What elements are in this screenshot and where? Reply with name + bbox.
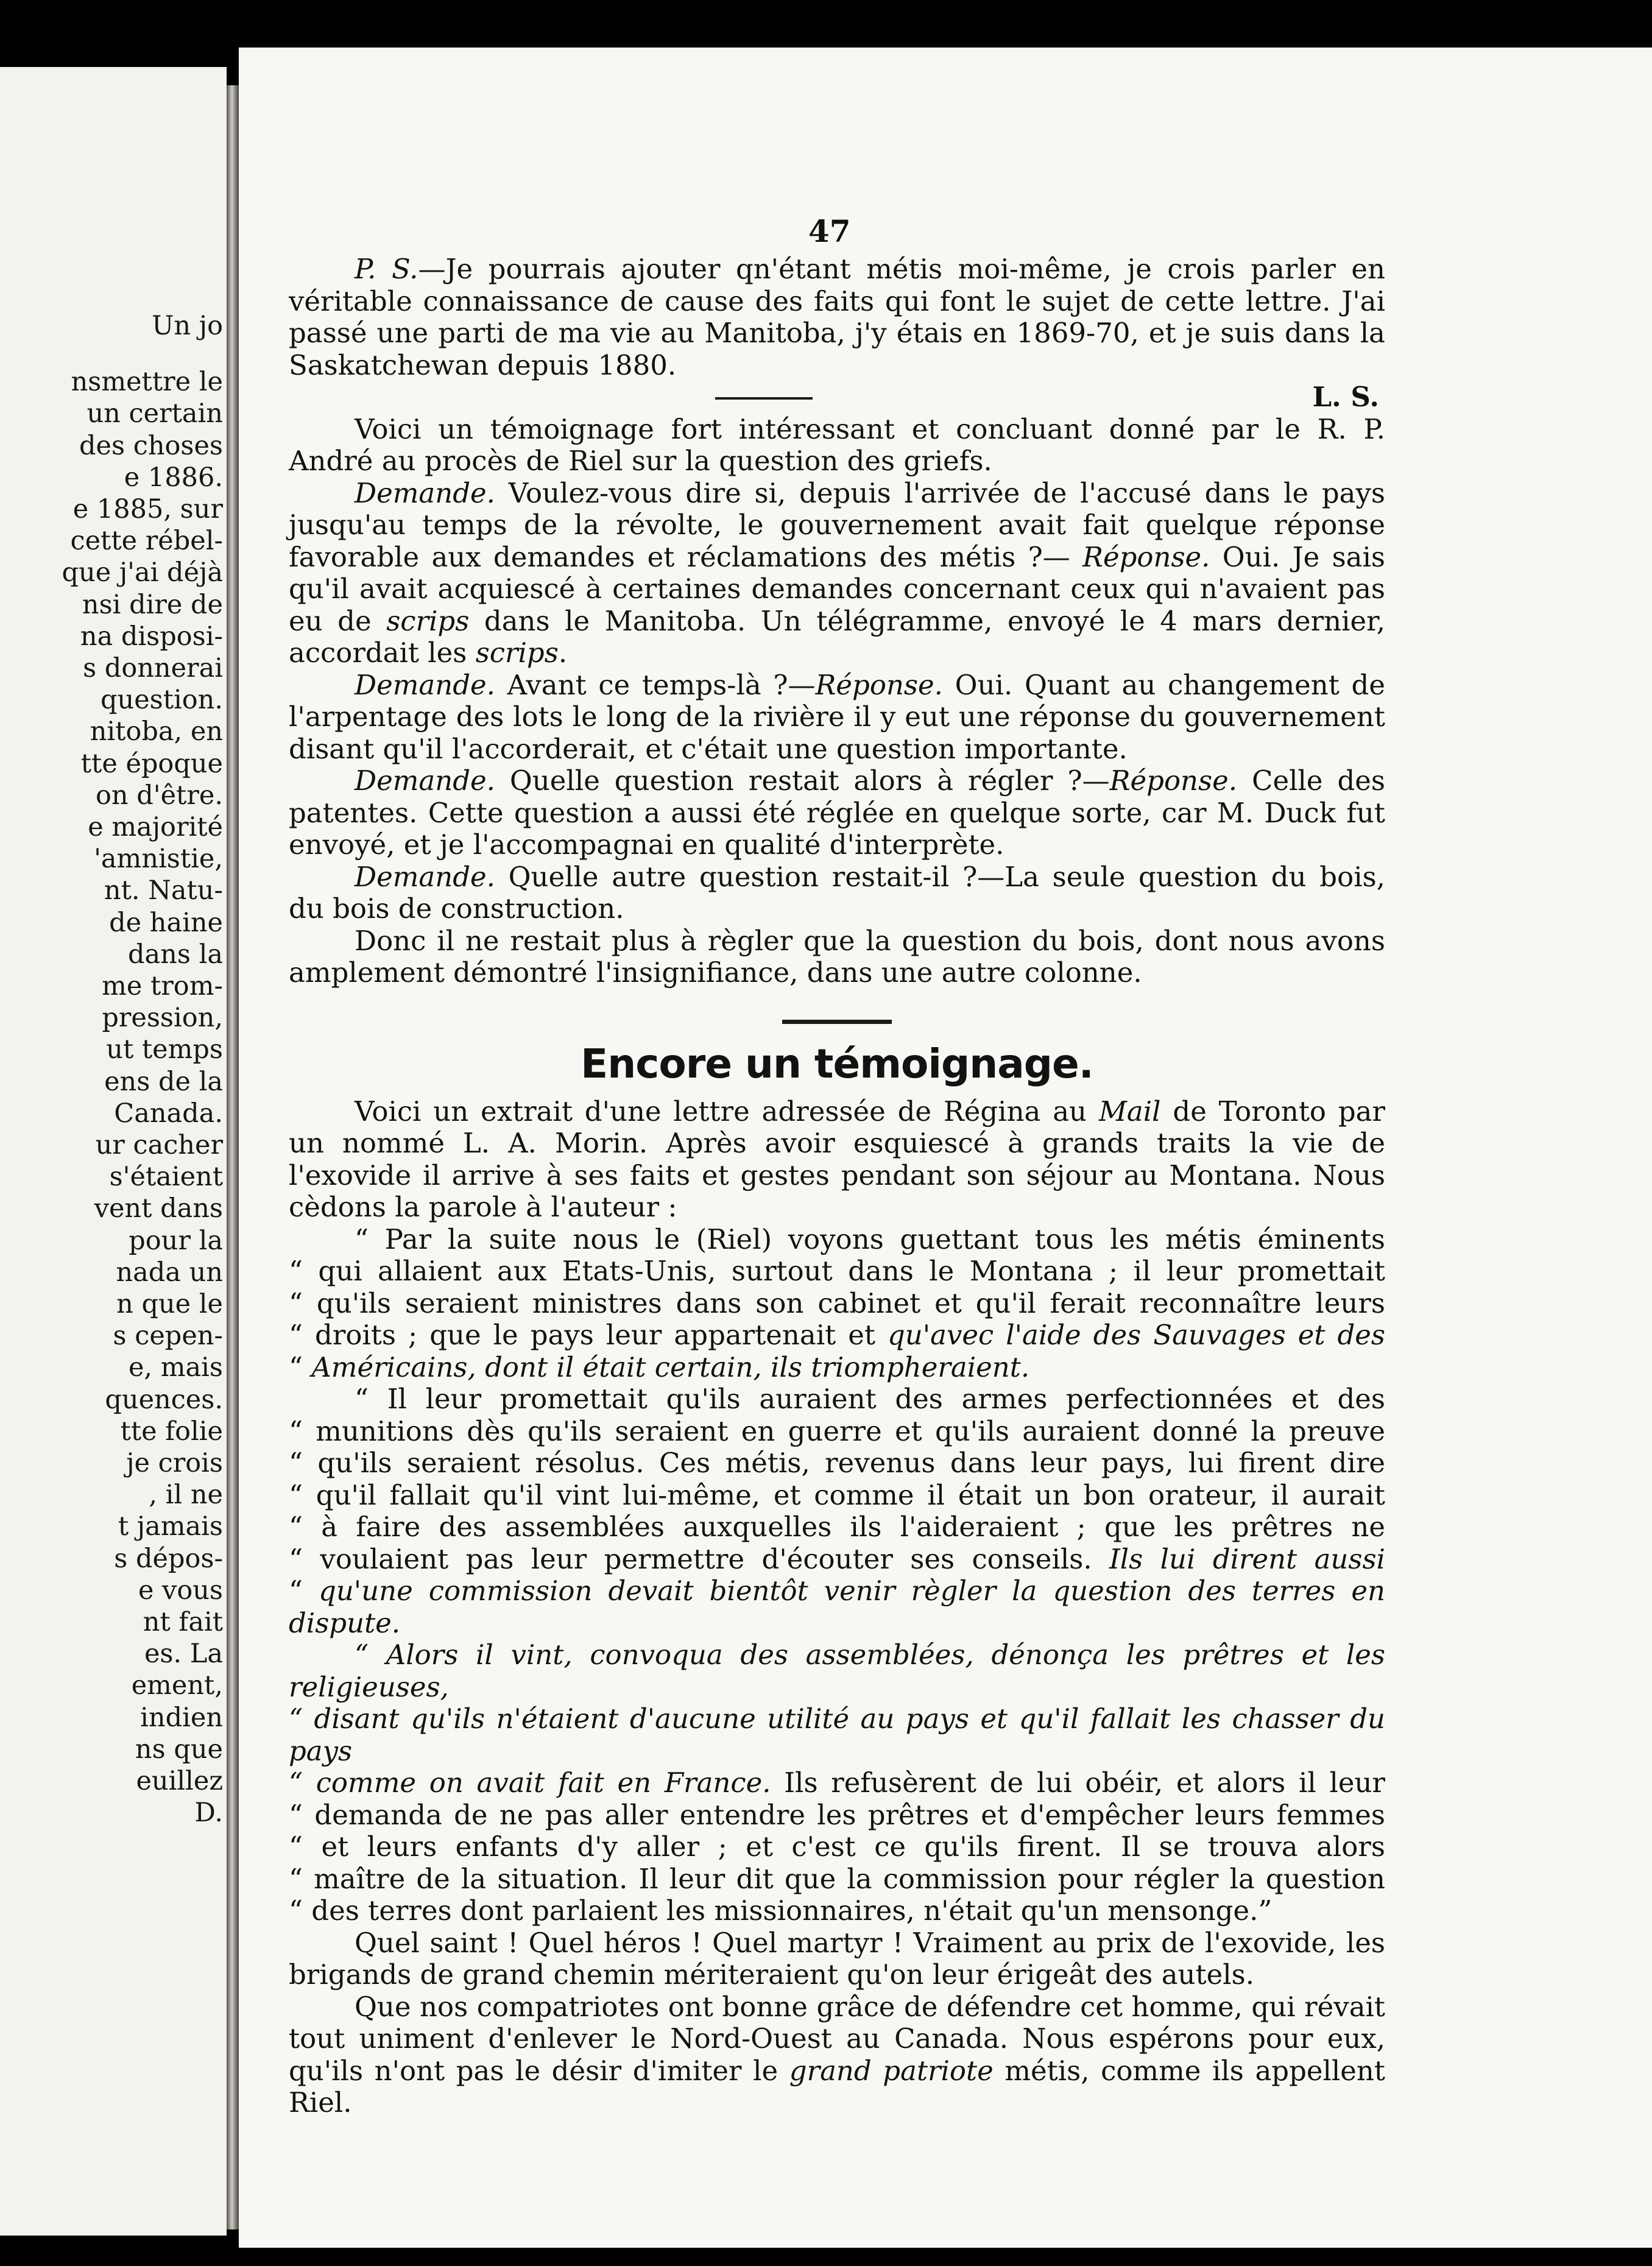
left-facing-page-fragment (0, 67, 227, 2236)
quote-italic: qu'une commission devait bientôt venir règler la question des terres en dispute. (289, 1575, 1385, 1639)
left-page-line: es. La (144, 1639, 223, 1670)
quote-line (289, 1767, 1385, 1799)
quote-line: “ maître de la situation. Il leur dit que la commission pour régler la question (289, 1862, 1385, 1895)
left-page-line: on d'être. (96, 780, 223, 811)
left-page-line: nada un (116, 1257, 223, 1288)
intro-text: Voici un extrait d'une lettre adressée de Régina au (355, 1095, 1099, 1128)
answer-label: Réponse. (1109, 764, 1238, 797)
left-page-line: quences. (105, 1384, 223, 1415)
left-page-line: pour la (129, 1225, 223, 1256)
quote-line: “ des terres dont parlaient les missionnaires, n'était qu'un mensonge.” (289, 1894, 1273, 1927)
left-page-line: nt fait (143, 1607, 223, 1637)
left-page-line: ur cacher (95, 1130, 223, 1160)
short-rule (715, 397, 813, 400)
testimony-conclusion: Donc il ne restait plus à règler que la question du bois, dont nous avons amplement démontré l'insignifiance, dans une autre colonne. (289, 924, 1385, 989)
book-gutter (227, 85, 240, 2229)
left-page-line: e vous (138, 1575, 223, 1606)
quote-line: “ qu'ils seraient ministres dans son cabinet et qu'il ferait reconnaître leurs (289, 1287, 1385, 1319)
left-page-line: de haine (109, 907, 223, 938)
left-page-line: 'amnistie, (94, 844, 223, 875)
quote-text: “ droits ; que le pays leur appartenait et (289, 1319, 888, 1351)
final-paragraph (289, 1991, 1385, 2119)
left-page-line: tte folie (120, 1416, 223, 1447)
quote-line: “ qu'il fallait qu'il vint lui-même, et comme il était un bon orateur, il aurait (289, 1478, 1385, 1511)
quote-italic: qu'avec l'aide des Sauvages et des (888, 1319, 1385, 1351)
left-page-line: e majorité (88, 812, 223, 842)
qa-italic: scrips (386, 604, 470, 637)
qa-text: Avant ce temps-là ?— (495, 668, 816, 701)
ps-label: P. S. (355, 253, 418, 285)
quote-line (289, 1544, 1385, 1576)
left-page-line: un certain (86, 398, 223, 429)
question-label: Demande. (355, 476, 495, 509)
left-page-line: n que le (116, 1289, 223, 1319)
left-page-line: dans la (128, 939, 223, 970)
left-page-line: tte époque (80, 748, 223, 779)
left-page-line: e, mais (128, 1352, 223, 1383)
quote-line: “ disant qu'ils n'étaient d'aucune utilité au pays et qu'il fallait les chasser du pays (289, 1703, 1385, 1767)
quote-text: Ils refusèrent de lui obéir, et alors il leur (771, 1767, 1386, 1799)
left-page-line: que j'ai déjà (62, 557, 223, 588)
quote-line (289, 1352, 1385, 1384)
left-page-line: des choses (79, 430, 223, 461)
quote-line (289, 1575, 1385, 1639)
page-content (289, 253, 1385, 2119)
quote-line (289, 1319, 1385, 1352)
qa-italic: scrips (475, 637, 559, 669)
quote-text: “ voulaient pas leur permettre d'écouter ses conseils. (289, 1542, 1110, 1575)
final-italic: grand patriote (789, 2054, 994, 2087)
answer-label: Réponse. (815, 668, 943, 701)
final-text: métis, comme ils appellent Riel. (289, 2054, 1386, 2119)
left-page-line: indien (140, 1702, 223, 1733)
left-page-line: Canada. (114, 1098, 223, 1129)
final-text: Que nos compatriotes ont bonne grâce de défendre cet homme, qui révait tout uniment d'enlever le Nord-Ouest au Canada. Nous espérons pour eux, qu'ils n'ont pas le désir d'imiter le (289, 1990, 1385, 2087)
left-page-line: na disposi- (80, 621, 223, 652)
left-page-line: euillez (136, 1766, 223, 1796)
qa-text: Quelle question restait alors à régler ?— (495, 764, 1110, 797)
quote-line: “ Alors il vint, convoqua des assemblées, dénonça les prêtres et les religieuses, (289, 1639, 1385, 1703)
quotation-block (289, 1224, 1385, 1927)
question-label: Demande. (355, 764, 495, 797)
left-page-line: D. (194, 1798, 223, 1829)
quote-line: “ demanda de ne pas aller entendre les prêtres et d'empêcher leurs femmes (289, 1798, 1385, 1831)
left-page-line: question. (100, 685, 223, 716)
question-label: Demande. (355, 668, 495, 701)
signature-line (289, 381, 1385, 414)
left-page-line: nsmettre le (71, 367, 223, 398)
quote-line: “ et leurs enfants d'y aller ; et c'est ce qu'ils firent. Il se trouva alors (289, 1830, 1385, 1863)
testimony-intro: Voici un témoignage fort intéressant et concluant donné par le R. P. André au procès de Riel sur la question des griefs. (289, 412, 1385, 477)
commentary-paragraph: Quel saint ! Quel héros ! Quel martyr ! Vraiment au prix de l'exovide, les brigands de grand chemin mériteraient qu'on leur érigeât des autels. (289, 1926, 1385, 1991)
qa-text: Oui. Je sais qu'il avait acquiescé à certaines demandes concernant ceux qui n'avaient pas eu de (289, 540, 1385, 637)
qa-text: . (558, 637, 568, 669)
quote-italic: “ comme on avait fait en France. (289, 1767, 771, 1799)
quote-line: “ qu'ils seraient résolus. Ces métis, revenus dans leur pays, lui firent dire (289, 1447, 1385, 1479)
intro-text: de Toronto par un nommé L. A. Morin. Après avoir esquiescé à grands traits la vie de l'exovide il arrive à ses faits et gestes pendant son séjour au Montana. Nous cèdons la parole à l'auteur : (289, 1095, 1385, 1223)
left-page-line: ens de la (104, 1066, 223, 1097)
quote-text: “ (289, 1350, 312, 1383)
section-heading: Encore un témoignage. (581, 1040, 1093, 1087)
section-intro (289, 1096, 1385, 1224)
ps-text: —Je pourrais ajouter qn'étant métis moi-même, je crois parler en véritable connaissance de cause des faits qui font le sujet de cette lettre. J'ai passé une parti de ma vie au Manitoba, j'y étais en 1869-70, et je suis dans la Saskatchewan depuis 1880. (289, 253, 1386, 381)
left-page-line: nt. Natu- (104, 875, 223, 906)
left-page-line: e 1885, sur (72, 494, 223, 524)
quote-line: “ Par la suite nous le (Riel) voyons guettant tous les métis éminents (355, 1223, 1385, 1255)
main-page (239, 48, 1652, 2266)
qa-text: Celle des patentes. Cette question a aussi été réglée en quelque sorte, car M. Duck fut envoyé, et je l'accompagnai en qualité d'interprète. (289, 764, 1385, 861)
quote-italic: Ils lui dirent aussi (1109, 1542, 1385, 1575)
newspaper-name: Mail (1098, 1095, 1161, 1128)
left-page-line: s cepen- (113, 1321, 223, 1352)
page-number: 47 (808, 213, 851, 249)
quote-line: “ munitions dès qu'ils seraient en guerre et qu'ils auraient donné la preuve (289, 1414, 1385, 1447)
left-page-line: cette rébel- (70, 526, 223, 557)
left-page-line: s'étaient (109, 1162, 223, 1193)
scan-bottom-edge (239, 2248, 1652, 2266)
qa-item-1 (289, 478, 1385, 669)
quote-line: “ Il leur promettait qu'ils auraient des armes perfectionnées et des (355, 1383, 1385, 1415)
left-page-line: vent dans (94, 1193, 223, 1224)
quote-text: “ (289, 1575, 319, 1607)
qa-text: Quelle autre question restait-il ?—La seule question du bois, du bois de construction. (289, 860, 1385, 925)
left-page-line: je crois (126, 1448, 223, 1478)
left-page-line: pression, (102, 1003, 223, 1034)
left-page-line: t jamais (118, 1511, 223, 1542)
qa-item-4 (289, 861, 1385, 925)
left-page-line: me trom- (102, 971, 223, 1001)
answer-label: Réponse. (1082, 540, 1210, 573)
quote-italic: Américains, dont il était certain, ils triompheraient. (311, 1350, 1030, 1383)
left-page-line: nitoba, en (90, 716, 223, 747)
qa-item-2 (289, 669, 1385, 766)
left-page-line: s donnerai (83, 653, 223, 683)
qa-text: dans le Manitoba. Un télégramme, envoyé le 4 mars dernier, accordait les (289, 604, 1385, 669)
left-page-line: Un jo (152, 311, 223, 341)
qa-text: Oui. Quant au changement de l'arpentage des lots le long de la rivière il y eut une réponse du gouvernement disant qu'il l'accorderait, et c'était une question importante. (289, 668, 1385, 765)
left-page-line: , il ne (149, 1480, 223, 1511)
question-label: Demande. (355, 860, 495, 893)
qa-item-3 (289, 765, 1385, 861)
left-page-line: s dépos- (114, 1543, 223, 1574)
postscript-paragraph (289, 253, 1385, 381)
signature: L. S. (1312, 381, 1379, 413)
qa-text: Voulez-vous dire si, depuis l'arrivée de l'accusé dans le pays jusqu'au temps de la révolte, le gouvernement avait fait quelque réponse favorable aux demandes et réclamations des métis ?— (289, 476, 1385, 573)
left-page-line: ut temps (106, 1034, 223, 1065)
left-page-line: nsi dire de (82, 589, 223, 620)
quote-line: “ à faire des assemblées auxquelles ils l'aideraient ; que les prêtres ne (289, 1511, 1385, 1543)
left-page-line: ement, (131, 1670, 223, 1701)
section-separator (782, 1020, 892, 1024)
left-page-line: e 1886. (124, 462, 223, 493)
left-page-line: ns que (135, 1734, 223, 1765)
quote-line: “ qui allaient aux Etats-Unis, surtout dans le Montana ; il leur promettait (289, 1255, 1385, 1287)
